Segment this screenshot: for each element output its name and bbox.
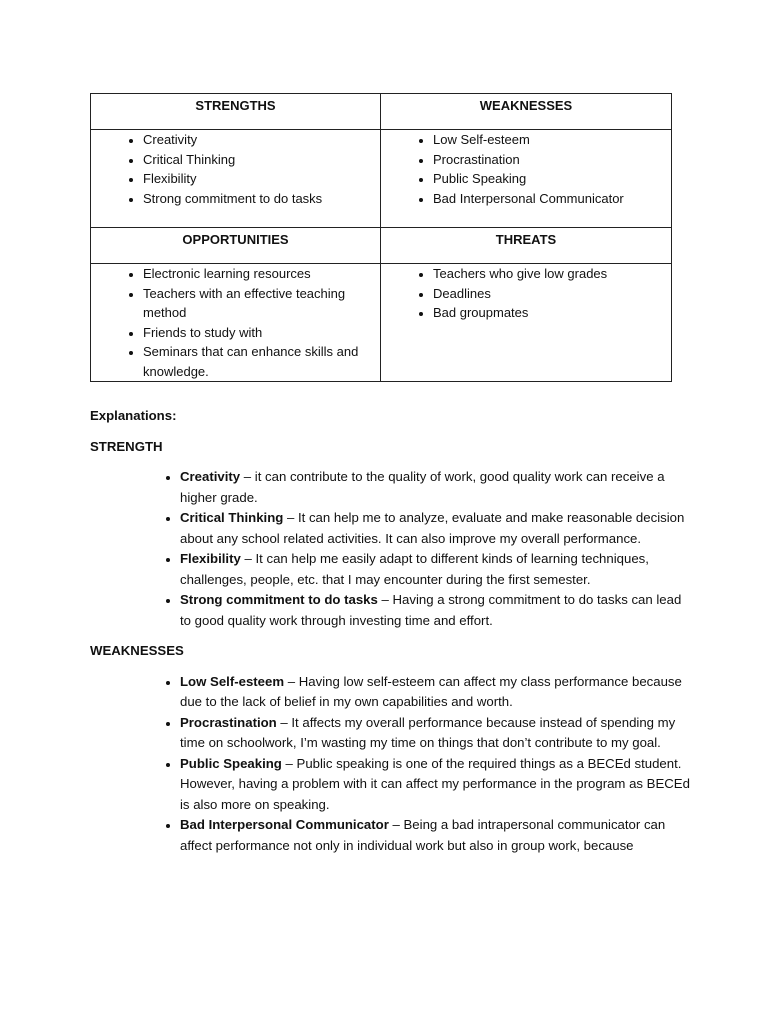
list-item xyxy=(180,754,690,816)
list-item: • Strong commitment to do tasks xyxy=(143,189,372,209)
list-item: • Low Self-esteem xyxy=(433,130,663,150)
weaknesses-list xyxy=(381,130,671,208)
list-item: • Procrastination xyxy=(433,150,663,170)
list-item: • Critical Thinking xyxy=(143,150,372,170)
item-text: – Being a bad intrapersonal communicator can affect performance not only in individual work but also in group work, because xyxy=(180,817,666,853)
item-term: Creativity xyxy=(180,469,241,484)
list-item: • Friends to study with xyxy=(143,323,372,343)
weaknesses-header: WEAKNESSES xyxy=(381,94,672,130)
threats-list xyxy=(381,264,671,323)
list-item xyxy=(180,672,690,713)
item-term: Bad Interpersonal Communicator xyxy=(180,817,389,832)
item-term: Public Speaking xyxy=(180,755,282,771)
threats-header: THREATS xyxy=(381,228,672,264)
threats-cell xyxy=(381,264,672,382)
list-item xyxy=(180,815,690,856)
swot-table xyxy=(90,93,672,382)
list-item: • Flexibility xyxy=(143,169,372,189)
explanations-title: Explanations: xyxy=(90,408,177,423)
opportunities-header: OPPORTUNITIES xyxy=(91,228,381,264)
explanations-section xyxy=(90,406,690,856)
list-item xyxy=(180,713,690,754)
weakness-explanation-list xyxy=(90,672,690,857)
list-item: • Teachers who give low grades xyxy=(433,264,663,284)
list-item xyxy=(180,549,690,590)
strengths-cell xyxy=(91,130,381,228)
weaknesses-cell xyxy=(381,130,672,228)
list-item: • Electronic learning resources xyxy=(143,264,372,284)
list-item xyxy=(180,508,690,549)
item-term: Procrastination xyxy=(180,714,277,730)
item-term: Low Self-esteem xyxy=(180,673,285,689)
list-item xyxy=(180,467,690,508)
list-item xyxy=(180,590,690,631)
list-item: • Creativity xyxy=(143,130,372,150)
list-item: • Bad groupmates xyxy=(433,303,663,323)
item-term: Flexibility xyxy=(180,551,241,566)
list-item: • Teachers with an effective teaching method xyxy=(143,284,372,323)
item-text: – it can contribute to the quality of work, good quality work can receive a higher grade. xyxy=(180,469,665,505)
item-text: – Public speaking is one of the required things as a BECEd student. However, having a problem with it can affect my performance in the program as BECEd is also more on speaking. xyxy=(180,755,690,812)
item-text: – Having a strong commitment to do tasks can lead to good quality work through investing time and effort. xyxy=(180,592,682,628)
opportunities-cell xyxy=(91,264,381,382)
item-text: – Having low self-esteem can affect my class performance because due to the lack of belief in my own capabilities and worth. xyxy=(180,673,682,709)
list-item: • Seminars that can enhance skills and knowledge. xyxy=(143,342,372,381)
strength-explanation-list xyxy=(90,467,690,631)
item-text: – It affects my overall performance because instead of spending my time on schoolwork, I’m wasting my time on things that don’t contribute to my goal. xyxy=(180,714,676,750)
item-term: Critical Thinking xyxy=(180,510,284,525)
opportunities-list xyxy=(91,264,380,381)
item-term: Strong commitment to do tasks xyxy=(180,592,378,607)
strengths-list xyxy=(91,130,380,208)
list-item: • Bad Interpersonal Communicator xyxy=(433,189,663,209)
strength-heading: STRENGTH xyxy=(90,438,163,454)
strengths-header: STRENGTHS xyxy=(91,94,381,130)
item-text: – It can help me to analyze, evaluate and make reasonable decision about any school related activities. It can also improve my overall performance. xyxy=(180,510,685,546)
list-item: • Deadlines xyxy=(433,284,663,304)
weaknesses-heading: WEAKNESSES xyxy=(90,643,184,658)
list-item: • Public Speaking xyxy=(433,169,663,189)
item-text: – It can help me easily adapt to different kinds of learning techniques, challenges, people, etc. that I may encounter during the first semester. xyxy=(180,551,649,587)
